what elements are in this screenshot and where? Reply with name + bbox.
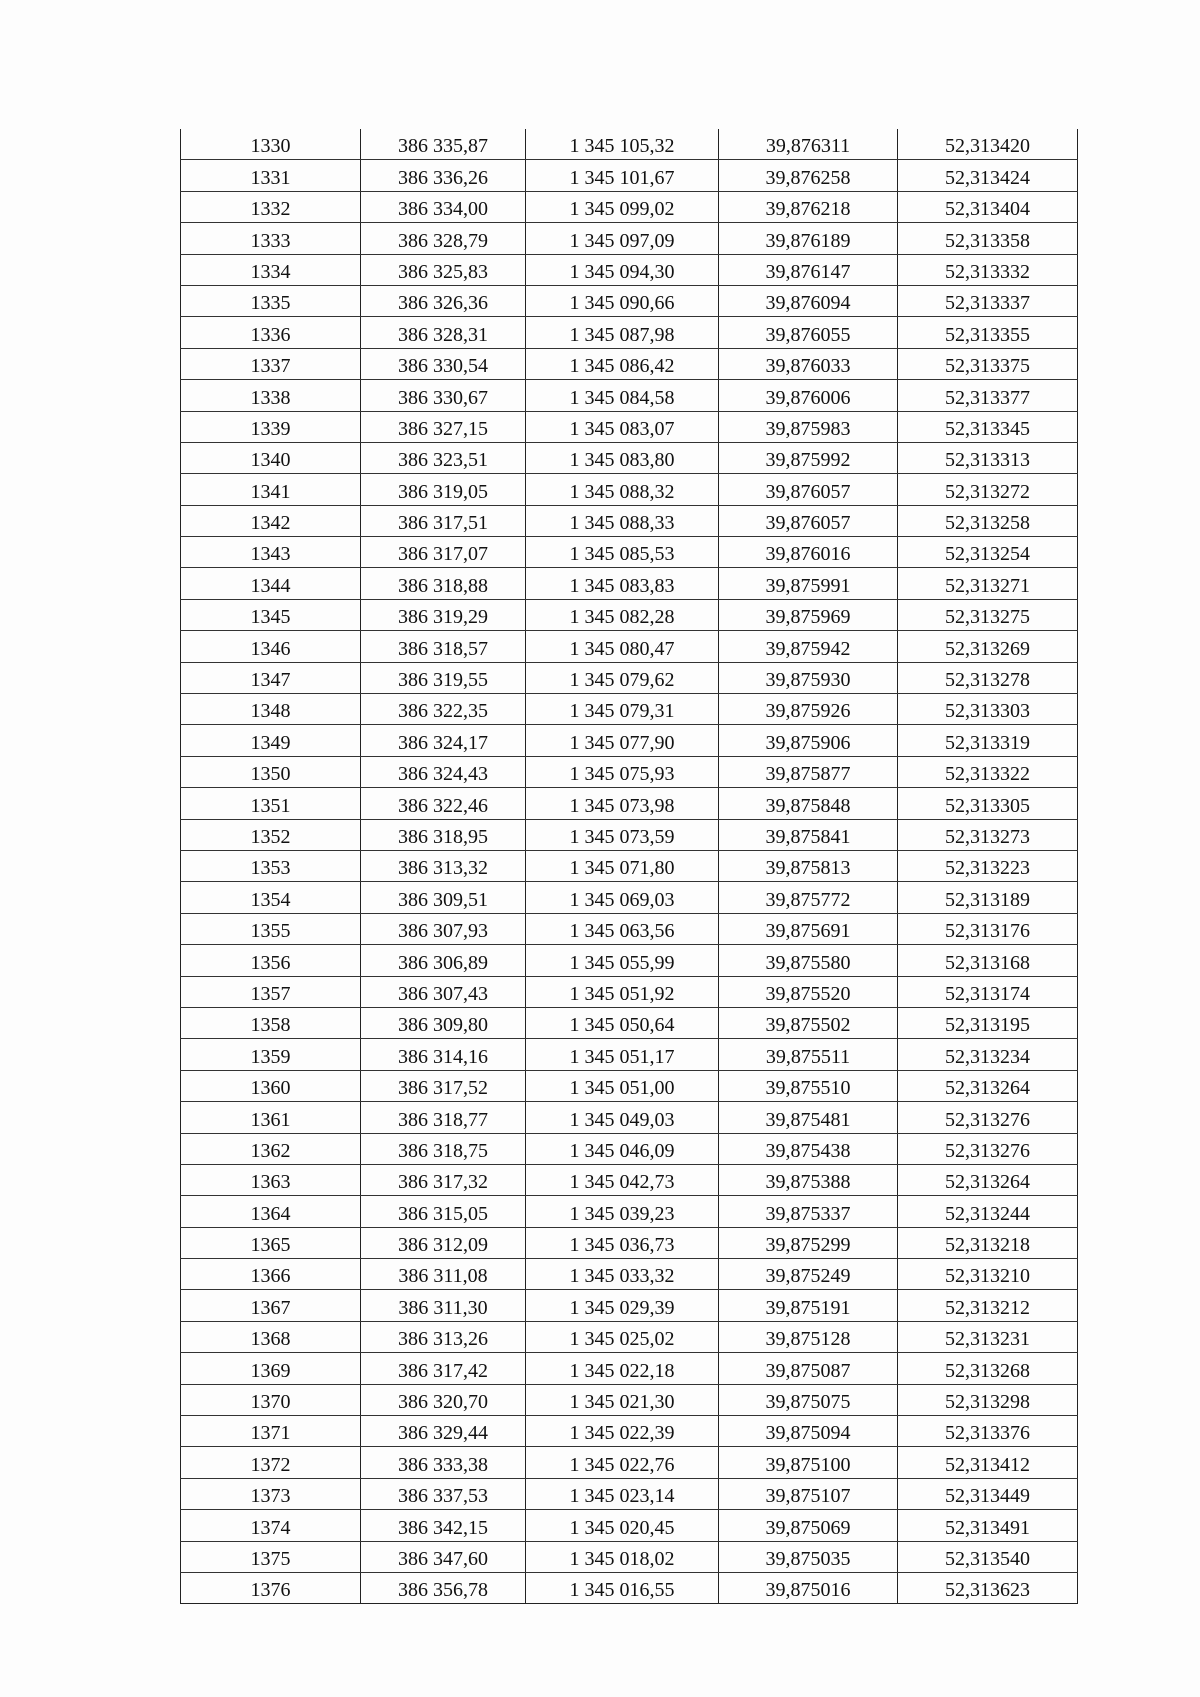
y-coordinate-cell: 1 345 079,62 (526, 662, 719, 693)
latitude-cell: 39,875299 (719, 1227, 898, 1258)
x-coordinate-cell: 386 312,09 (361, 1227, 526, 1258)
y-coordinate-cell: 1 345 083,07 (526, 411, 719, 442)
x-coordinate-cell: 386 309,80 (361, 1007, 526, 1038)
table-row (181, 1102, 1078, 1133)
latitude-cell: 39,876016 (719, 537, 898, 568)
y-coordinate-cell: 1 345 021,30 (526, 1384, 719, 1415)
point-number-cell: 1374 (181, 1510, 361, 1541)
table-row (181, 756, 1078, 787)
latitude-cell: 39,875249 (719, 1259, 898, 1290)
table-row (181, 1133, 1078, 1164)
point-number-cell: 1341 (181, 474, 361, 505)
latitude-cell: 39,876055 (719, 317, 898, 348)
y-coordinate-cell: 1 345 020,45 (526, 1510, 719, 1541)
point-number-cell: 1376 (181, 1572, 361, 1603)
y-coordinate-cell: 1 345 023,14 (526, 1478, 719, 1509)
y-coordinate-cell: 1 345 105,32 (526, 129, 719, 160)
longitude-cell: 52,313375 (898, 348, 1078, 379)
longitude-cell: 52,313305 (898, 788, 1078, 819)
point-number-cell: 1330 (181, 129, 361, 160)
point-number-cell: 1343 (181, 537, 361, 568)
longitude-cell: 52,313234 (898, 1039, 1078, 1070)
y-coordinate-cell: 1 345 025,02 (526, 1321, 719, 1352)
table-row (181, 1478, 1078, 1509)
y-coordinate-cell: 1 345 051,00 (526, 1070, 719, 1101)
latitude-cell: 39,876189 (719, 223, 898, 254)
table-row (181, 599, 1078, 630)
latitude-cell: 39,875841 (719, 819, 898, 850)
latitude-cell: 39,875772 (719, 882, 898, 913)
latitude-cell: 39,875502 (719, 1007, 898, 1038)
y-coordinate-cell: 1 345 086,42 (526, 348, 719, 379)
table-row (181, 129, 1078, 160)
x-coordinate-cell: 386 319,05 (361, 474, 526, 505)
point-number-cell: 1362 (181, 1133, 361, 1164)
table-row (181, 1416, 1078, 1447)
table-row (181, 1164, 1078, 1195)
y-coordinate-cell: 1 345 022,18 (526, 1353, 719, 1384)
y-coordinate-cell: 1 345 018,02 (526, 1541, 719, 1572)
y-coordinate-cell: 1 345 083,80 (526, 442, 719, 473)
longitude-cell: 52,313212 (898, 1290, 1078, 1321)
longitude-cell: 52,313244 (898, 1196, 1078, 1227)
latitude-cell: 39,875481 (719, 1102, 898, 1133)
longitude-cell: 52,313264 (898, 1164, 1078, 1195)
longitude-cell: 52,313168 (898, 945, 1078, 976)
point-number-cell: 1359 (181, 1039, 361, 1070)
x-coordinate-cell: 386 313,32 (361, 850, 526, 881)
table-row (181, 442, 1078, 473)
table-row (181, 380, 1078, 411)
x-coordinate-cell: 386 322,46 (361, 788, 526, 819)
x-coordinate-cell: 386 315,05 (361, 1196, 526, 1227)
latitude-cell: 39,875983 (719, 411, 898, 442)
point-number-cell: 1365 (181, 1227, 361, 1258)
y-coordinate-cell: 1 345 033,32 (526, 1259, 719, 1290)
table-row (181, 505, 1078, 536)
latitude-cell: 39,875337 (719, 1196, 898, 1227)
table-row (181, 223, 1078, 254)
longitude-cell: 52,313313 (898, 442, 1078, 473)
longitude-cell: 52,313276 (898, 1102, 1078, 1133)
latitude-cell: 39,875691 (719, 913, 898, 944)
latitude-cell: 39,875813 (719, 850, 898, 881)
table-row (181, 976, 1078, 1007)
x-coordinate-cell: 386 328,31 (361, 317, 526, 348)
latitude-cell: 39,875511 (719, 1039, 898, 1070)
longitude-cell: 52,313623 (898, 1572, 1078, 1603)
x-coordinate-cell: 386 307,43 (361, 976, 526, 1007)
x-coordinate-cell: 386 336,26 (361, 160, 526, 191)
x-coordinate-cell: 386 318,75 (361, 1133, 526, 1164)
longitude-cell: 52,313303 (898, 694, 1078, 725)
point-number-cell: 1338 (181, 380, 361, 411)
x-coordinate-cell: 386 324,43 (361, 756, 526, 787)
point-number-cell: 1360 (181, 1070, 361, 1101)
x-coordinate-cell: 386 306,89 (361, 945, 526, 976)
x-coordinate-cell: 386 330,67 (361, 380, 526, 411)
table-row (181, 819, 1078, 850)
table-row (181, 1384, 1078, 1415)
table-row (181, 913, 1078, 944)
longitude-cell: 52,313273 (898, 819, 1078, 850)
table-row (181, 945, 1078, 976)
point-number-cell: 1353 (181, 850, 361, 881)
latitude-cell: 39,876258 (719, 160, 898, 191)
latitude-cell: 39,875069 (719, 1510, 898, 1541)
latitude-cell: 39,875035 (719, 1541, 898, 1572)
table-row (181, 474, 1078, 505)
y-coordinate-cell: 1 345 084,58 (526, 380, 719, 411)
x-coordinate-cell: 386 322,35 (361, 694, 526, 725)
point-number-cell: 1351 (181, 788, 361, 819)
longitude-cell: 52,313491 (898, 1510, 1078, 1541)
y-coordinate-cell: 1 345 063,56 (526, 913, 719, 944)
latitude-cell: 39,875877 (719, 756, 898, 787)
table-row (181, 1353, 1078, 1384)
table-row (181, 411, 1078, 442)
table-row (181, 694, 1078, 725)
y-coordinate-cell: 1 345 097,09 (526, 223, 719, 254)
x-coordinate-cell: 386 317,51 (361, 505, 526, 536)
table-row (181, 1070, 1078, 1101)
x-coordinate-cell: 386 347,60 (361, 1541, 526, 1572)
x-coordinate-cell: 386 324,17 (361, 725, 526, 756)
table-row (181, 1196, 1078, 1227)
longitude-cell: 52,313275 (898, 599, 1078, 630)
longitude-cell: 52,313254 (898, 537, 1078, 568)
point-number-cell: 1332 (181, 191, 361, 222)
longitude-cell: 52,313223 (898, 850, 1078, 881)
point-number-cell: 1361 (181, 1102, 361, 1133)
table-row (181, 1510, 1078, 1541)
y-coordinate-cell: 1 345 079,31 (526, 694, 719, 725)
longitude-cell: 52,313278 (898, 662, 1078, 693)
longitude-cell: 52,313424 (898, 160, 1078, 191)
longitude-cell: 52,313298 (898, 1384, 1078, 1415)
longitude-cell: 52,313272 (898, 474, 1078, 505)
latitude-cell: 39,875942 (719, 631, 898, 662)
y-coordinate-cell: 1 345 051,92 (526, 976, 719, 1007)
point-number-cell: 1368 (181, 1321, 361, 1352)
longitude-cell: 52,313271 (898, 568, 1078, 599)
longitude-cell: 52,313319 (898, 725, 1078, 756)
x-coordinate-cell: 386 342,15 (361, 1510, 526, 1541)
table-row (181, 160, 1078, 191)
x-coordinate-cell: 386 329,44 (361, 1416, 526, 1447)
point-number-cell: 1357 (181, 976, 361, 1007)
point-number-cell: 1355 (181, 913, 361, 944)
table-row (181, 1227, 1078, 1258)
point-number-cell: 1352 (181, 819, 361, 850)
x-coordinate-cell: 386 319,29 (361, 599, 526, 630)
x-coordinate-cell: 386 327,15 (361, 411, 526, 442)
point-number-cell: 1363 (181, 1164, 361, 1195)
y-coordinate-cell: 1 345 036,73 (526, 1227, 719, 1258)
latitude-cell: 39,875520 (719, 976, 898, 1007)
point-number-cell: 1344 (181, 568, 361, 599)
table-row (181, 1290, 1078, 1321)
table-row (181, 850, 1078, 881)
y-coordinate-cell: 1 345 090,66 (526, 285, 719, 316)
x-coordinate-cell: 386 326,36 (361, 285, 526, 316)
y-coordinate-cell: 1 345 022,76 (526, 1447, 719, 1478)
longitude-cell: 52,313322 (898, 756, 1078, 787)
longitude-cell: 52,313377 (898, 380, 1078, 411)
y-coordinate-cell: 1 345 069,03 (526, 882, 719, 913)
y-coordinate-cell: 1 345 071,80 (526, 850, 719, 881)
longitude-cell: 52,313269 (898, 631, 1078, 662)
latitude-cell: 39,875438 (719, 1133, 898, 1164)
longitude-cell: 52,313218 (898, 1227, 1078, 1258)
coordinates-table-body (181, 129, 1078, 1604)
x-coordinate-cell: 386 317,07 (361, 537, 526, 568)
longitude-cell: 52,313176 (898, 913, 1078, 944)
point-number-cell: 1334 (181, 254, 361, 285)
latitude-cell: 39,875992 (719, 442, 898, 473)
latitude-cell: 39,876147 (719, 254, 898, 285)
x-coordinate-cell: 386 328,79 (361, 223, 526, 254)
latitude-cell: 39,875991 (719, 568, 898, 599)
latitude-cell: 39,875100 (719, 1447, 898, 1478)
longitude-cell: 52,313332 (898, 254, 1078, 285)
point-number-cell: 1331 (181, 160, 361, 191)
y-coordinate-cell: 1 345 080,47 (526, 631, 719, 662)
table-row (181, 1447, 1078, 1478)
latitude-cell: 39,875848 (719, 788, 898, 819)
latitude-cell: 39,875388 (719, 1164, 898, 1195)
x-coordinate-cell: 386 356,78 (361, 1572, 526, 1603)
latitude-cell: 39,876218 (719, 191, 898, 222)
x-coordinate-cell: 386 314,16 (361, 1039, 526, 1070)
longitude-cell: 52,313540 (898, 1541, 1078, 1572)
x-coordinate-cell: 386 323,51 (361, 442, 526, 473)
point-number-cell: 1345 (181, 599, 361, 630)
longitude-cell: 52,313210 (898, 1259, 1078, 1290)
longitude-cell: 52,313189 (898, 882, 1078, 913)
longitude-cell: 52,313337 (898, 285, 1078, 316)
latitude-cell: 39,876033 (719, 348, 898, 379)
latitude-cell: 39,875969 (719, 599, 898, 630)
x-coordinate-cell: 386 317,52 (361, 1070, 526, 1101)
longitude-cell: 52,313276 (898, 1133, 1078, 1164)
point-number-cell: 1336 (181, 317, 361, 348)
longitude-cell: 52,313174 (898, 976, 1078, 1007)
longitude-cell: 52,313264 (898, 1070, 1078, 1101)
table-row (181, 537, 1078, 568)
point-number-cell: 1369 (181, 1353, 361, 1384)
latitude-cell: 39,875580 (719, 945, 898, 976)
y-coordinate-cell: 1 345 046,09 (526, 1133, 719, 1164)
point-number-cell: 1350 (181, 756, 361, 787)
latitude-cell: 39,876094 (719, 285, 898, 316)
y-coordinate-cell: 1 345 073,59 (526, 819, 719, 850)
longitude-cell: 52,313412 (898, 1447, 1078, 1478)
point-number-cell: 1339 (181, 411, 361, 442)
table-row (181, 1572, 1078, 1603)
y-coordinate-cell: 1 345 088,32 (526, 474, 719, 505)
table-row (181, 568, 1078, 599)
latitude-cell: 39,875510 (719, 1070, 898, 1101)
point-number-cell: 1370 (181, 1384, 361, 1415)
latitude-cell: 39,875075 (719, 1384, 898, 1415)
table-row (181, 725, 1078, 756)
point-number-cell: 1333 (181, 223, 361, 254)
table-row (181, 285, 1078, 316)
coordinates-table (180, 129, 1078, 1604)
latitude-cell: 39,875906 (719, 725, 898, 756)
latitude-cell: 39,876006 (719, 380, 898, 411)
y-coordinate-cell: 1 345 085,53 (526, 537, 719, 568)
longitude-cell: 52,313376 (898, 1416, 1078, 1447)
longitude-cell: 52,313345 (898, 411, 1078, 442)
longitude-cell: 52,313268 (898, 1353, 1078, 1384)
x-coordinate-cell: 386 319,55 (361, 662, 526, 693)
y-coordinate-cell: 1 345 039,23 (526, 1196, 719, 1227)
y-coordinate-cell: 1 345 075,93 (526, 756, 719, 787)
table-row (181, 254, 1078, 285)
x-coordinate-cell: 386 330,54 (361, 348, 526, 379)
point-number-cell: 1349 (181, 725, 361, 756)
y-coordinate-cell: 1 345 050,64 (526, 1007, 719, 1038)
table-row (181, 882, 1078, 913)
longitude-cell: 52,313404 (898, 191, 1078, 222)
latitude-cell: 39,876057 (719, 474, 898, 505)
point-number-cell: 1348 (181, 694, 361, 725)
y-coordinate-cell: 1 345 094,30 (526, 254, 719, 285)
x-coordinate-cell: 386 334,00 (361, 191, 526, 222)
x-coordinate-cell: 386 307,93 (361, 913, 526, 944)
y-coordinate-cell: 1 345 082,28 (526, 599, 719, 630)
latitude-cell: 39,875191 (719, 1290, 898, 1321)
x-coordinate-cell: 386 318,88 (361, 568, 526, 599)
point-number-cell: 1342 (181, 505, 361, 536)
table-row (181, 662, 1078, 693)
y-coordinate-cell: 1 345 083,83 (526, 568, 719, 599)
point-number-cell: 1337 (181, 348, 361, 379)
latitude-cell: 39,875128 (719, 1321, 898, 1352)
longitude-cell: 52,313231 (898, 1321, 1078, 1352)
x-coordinate-cell: 386 335,87 (361, 129, 526, 160)
latitude-cell: 39,876057 (719, 505, 898, 536)
x-coordinate-cell: 386 320,70 (361, 1384, 526, 1415)
x-coordinate-cell: 386 318,95 (361, 819, 526, 850)
y-coordinate-cell: 1 345 049,03 (526, 1102, 719, 1133)
y-coordinate-cell: 1 345 029,39 (526, 1290, 719, 1321)
y-coordinate-cell: 1 345 042,73 (526, 1164, 719, 1195)
x-coordinate-cell: 386 318,57 (361, 631, 526, 662)
table-row (181, 1541, 1078, 1572)
y-coordinate-cell: 1 345 073,98 (526, 788, 719, 819)
latitude-cell: 39,876311 (719, 129, 898, 160)
table-row (181, 191, 1078, 222)
latitude-cell: 39,875930 (719, 662, 898, 693)
point-number-cell: 1354 (181, 882, 361, 913)
latitude-cell: 39,875087 (719, 1353, 898, 1384)
y-coordinate-cell: 1 345 016,55 (526, 1572, 719, 1603)
longitude-cell: 52,313449 (898, 1478, 1078, 1509)
y-coordinate-cell: 1 345 077,90 (526, 725, 719, 756)
x-coordinate-cell: 386 317,42 (361, 1353, 526, 1384)
table-row (181, 1007, 1078, 1038)
point-number-cell: 1340 (181, 442, 361, 473)
x-coordinate-cell: 386 333,38 (361, 1447, 526, 1478)
y-coordinate-cell: 1 345 022,39 (526, 1416, 719, 1447)
y-coordinate-cell: 1 345 051,17 (526, 1039, 719, 1070)
table-row (181, 631, 1078, 662)
table-row (181, 1259, 1078, 1290)
x-coordinate-cell: 386 311,30 (361, 1290, 526, 1321)
point-number-cell: 1371 (181, 1416, 361, 1447)
point-number-cell: 1372 (181, 1447, 361, 1478)
point-number-cell: 1364 (181, 1196, 361, 1227)
table-row (181, 317, 1078, 348)
point-number-cell: 1358 (181, 1007, 361, 1038)
x-coordinate-cell: 386 313,26 (361, 1321, 526, 1352)
table-row (181, 348, 1078, 379)
longitude-cell: 52,313355 (898, 317, 1078, 348)
x-coordinate-cell: 386 337,53 (361, 1478, 526, 1509)
latitude-cell: 39,875107 (719, 1478, 898, 1509)
y-coordinate-cell: 1 345 088,33 (526, 505, 719, 536)
y-coordinate-cell: 1 345 099,02 (526, 191, 719, 222)
point-number-cell: 1346 (181, 631, 361, 662)
point-number-cell: 1356 (181, 945, 361, 976)
longitude-cell: 52,313358 (898, 223, 1078, 254)
point-number-cell: 1347 (181, 662, 361, 693)
x-coordinate-cell: 386 309,51 (361, 882, 526, 913)
latitude-cell: 39,875016 (719, 1572, 898, 1603)
y-coordinate-cell: 1 345 055,99 (526, 945, 719, 976)
table-row (181, 1321, 1078, 1352)
longitude-cell: 52,313420 (898, 129, 1078, 160)
x-coordinate-cell: 386 318,77 (361, 1102, 526, 1133)
x-coordinate-cell: 386 311,08 (361, 1259, 526, 1290)
y-coordinate-cell: 1 345 087,98 (526, 317, 719, 348)
point-number-cell: 1366 (181, 1259, 361, 1290)
x-coordinate-cell: 386 317,32 (361, 1164, 526, 1195)
longitude-cell: 52,313258 (898, 505, 1078, 536)
table-row (181, 1039, 1078, 1070)
longitude-cell: 52,313195 (898, 1007, 1078, 1038)
latitude-cell: 39,875094 (719, 1416, 898, 1447)
y-coordinate-cell: 1 345 101,67 (526, 160, 719, 191)
point-number-cell: 1335 (181, 285, 361, 316)
table-row (181, 788, 1078, 819)
point-number-cell: 1367 (181, 1290, 361, 1321)
x-coordinate-cell: 386 325,83 (361, 254, 526, 285)
latitude-cell: 39,875926 (719, 694, 898, 725)
point-number-cell: 1375 (181, 1541, 361, 1572)
point-number-cell: 1373 (181, 1478, 361, 1509)
